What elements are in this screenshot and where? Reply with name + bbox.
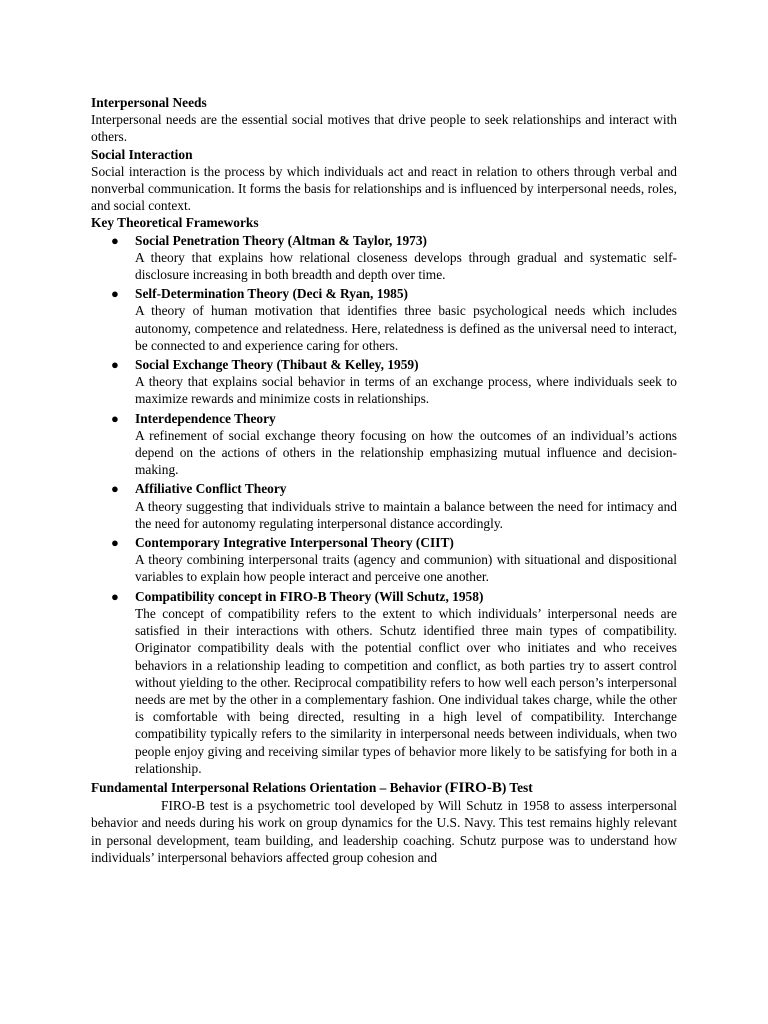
list-item <box>91 410 677 479</box>
list-item <box>91 534 677 586</box>
list-item <box>91 588 677 777</box>
list-item <box>91 285 677 354</box>
theory-list <box>91 232 677 777</box>
bullet-icon: ● <box>111 535 119 551</box>
theory-description: A refinement of social exchange theory focusing on how the outcomes of an individual’s actions depend on the actions of others in the relationship emphasizing mutual influence and decision-making. <box>135 427 677 478</box>
theory-description: A theory that explains how relational closeness develops through gradual and systematic self-disclosure increasing in both breadth and depth over time. <box>135 249 677 283</box>
bullet-icon: ● <box>111 286 119 302</box>
theory-title: Self-Determination Theory (Deci & Ryan, 1985) <box>135 286 408 302</box>
social-interaction-heading: Social Interaction <box>91 146 193 162</box>
theory-title: Social Penetration Theory (Altman & Taylor, 1973) <box>135 232 427 248</box>
theory-description: The concept of compatibility refers to the extent to which individuals’ interpersonal needs are satisfied in their interactions with others. Schutz identified three main types of compatibility. Originator compatibility deals with the potential conflict over who initiates and who receives behaviors in a relationship leading to competition and conflict, as both parties try to assert control without yielding to the other. Reciprocal compatibility refers to how well each person’s interpersonal needs are met by the other in a complementary fashion. One individual takes charge, while the other is comfortable with being directed, resulting in a high level of compatibility. Interchange compatibility typically refers to the similarity in interpersonal needs between individuals, when two people enjoy giving and receiving similar types of behavior more likely to be satisfying for both in a relationship. <box>135 605 677 776</box>
list-item <box>91 480 677 532</box>
firo-b-paragraph: FIRO-B test is a psychometric tool developed by Will Schutz in 1958 to assess interpersonal behavior and needs during his work on group dynamics for the U.S. Navy. This test remains highly relevant in personal development, team building, and leadership coaching. Schutz purpose was to understand how individuals’ interpersonal behaviors affected group cohesion and <box>91 798 677 865</box>
theory-description: A theory of human motivation that identifies three basic psychological needs which includes autonomy, competence and relatedness. Here, relatedness is defined as the universal need to interact, be connected to and experience caring for others. <box>135 303 677 353</box>
bullet-icon: ● <box>111 588 119 604</box>
theory-title: Interdependence Theory <box>135 410 276 426</box>
bullet-icon: ● <box>111 410 119 426</box>
bullet-icon: ● <box>111 232 119 248</box>
firo-b-heading-suffix: ) Test <box>501 779 533 795</box>
interpersonal-needs-heading: Interpersonal Needs <box>91 95 207 110</box>
social-interaction-paragraph: Social interaction is the process by which individuals act and react in relation to others through verbal and nonverbal communication. It forms the basis for relationships and is influenced by interpersonal needs, roles, and social context. <box>91 163 677 214</box>
theory-title: Affiliative Conflict Theory <box>135 481 287 497</box>
bullet-icon: ● <box>111 481 119 497</box>
theory-title: Contemporary Integrative Interpersonal Theory (CIIT) <box>135 535 454 551</box>
key-frameworks-heading: Key Theoretical Frameworks <box>91 215 259 231</box>
list-item <box>91 356 677 408</box>
theory-description: A theory combining interpersonal traits (agency and communion) with situational and dispositional variables to explain how people interact and perceive one another. <box>135 552 677 585</box>
theory-title: Social Exchange Theory (Thibaut & Kelley, 1959) <box>135 357 419 373</box>
firo-b-heading <box>91 779 677 797</box>
theory-description: A theory that explains social behavior in terms of an exchange process, where individuals seek to maximize rewards and minimize costs in relationships. <box>135 374 677 407</box>
firo-b-heading-prefix: Fundamental Interpersonal Relations Orientation – Behavior ( <box>91 779 450 795</box>
document-page <box>91 94 677 866</box>
theory-title: Compatibility concept in FIRO-B Theory (Will Schutz, 1958) <box>135 588 484 604</box>
list-item <box>91 232 677 284</box>
firo-b-heading-acronym: FIRO-B <box>449 779 502 796</box>
theory-description: A theory suggesting that individuals strive to maintain a balance between the need for intimacy and the need for autonomy regulating interpersonal distance accordingly. <box>135 498 677 531</box>
interpersonal-needs-paragraph: Interpersonal needs are the essential social motives that drive people to seek relationships and interact with others. <box>91 112 677 145</box>
bullet-icon: ● <box>111 357 119 373</box>
